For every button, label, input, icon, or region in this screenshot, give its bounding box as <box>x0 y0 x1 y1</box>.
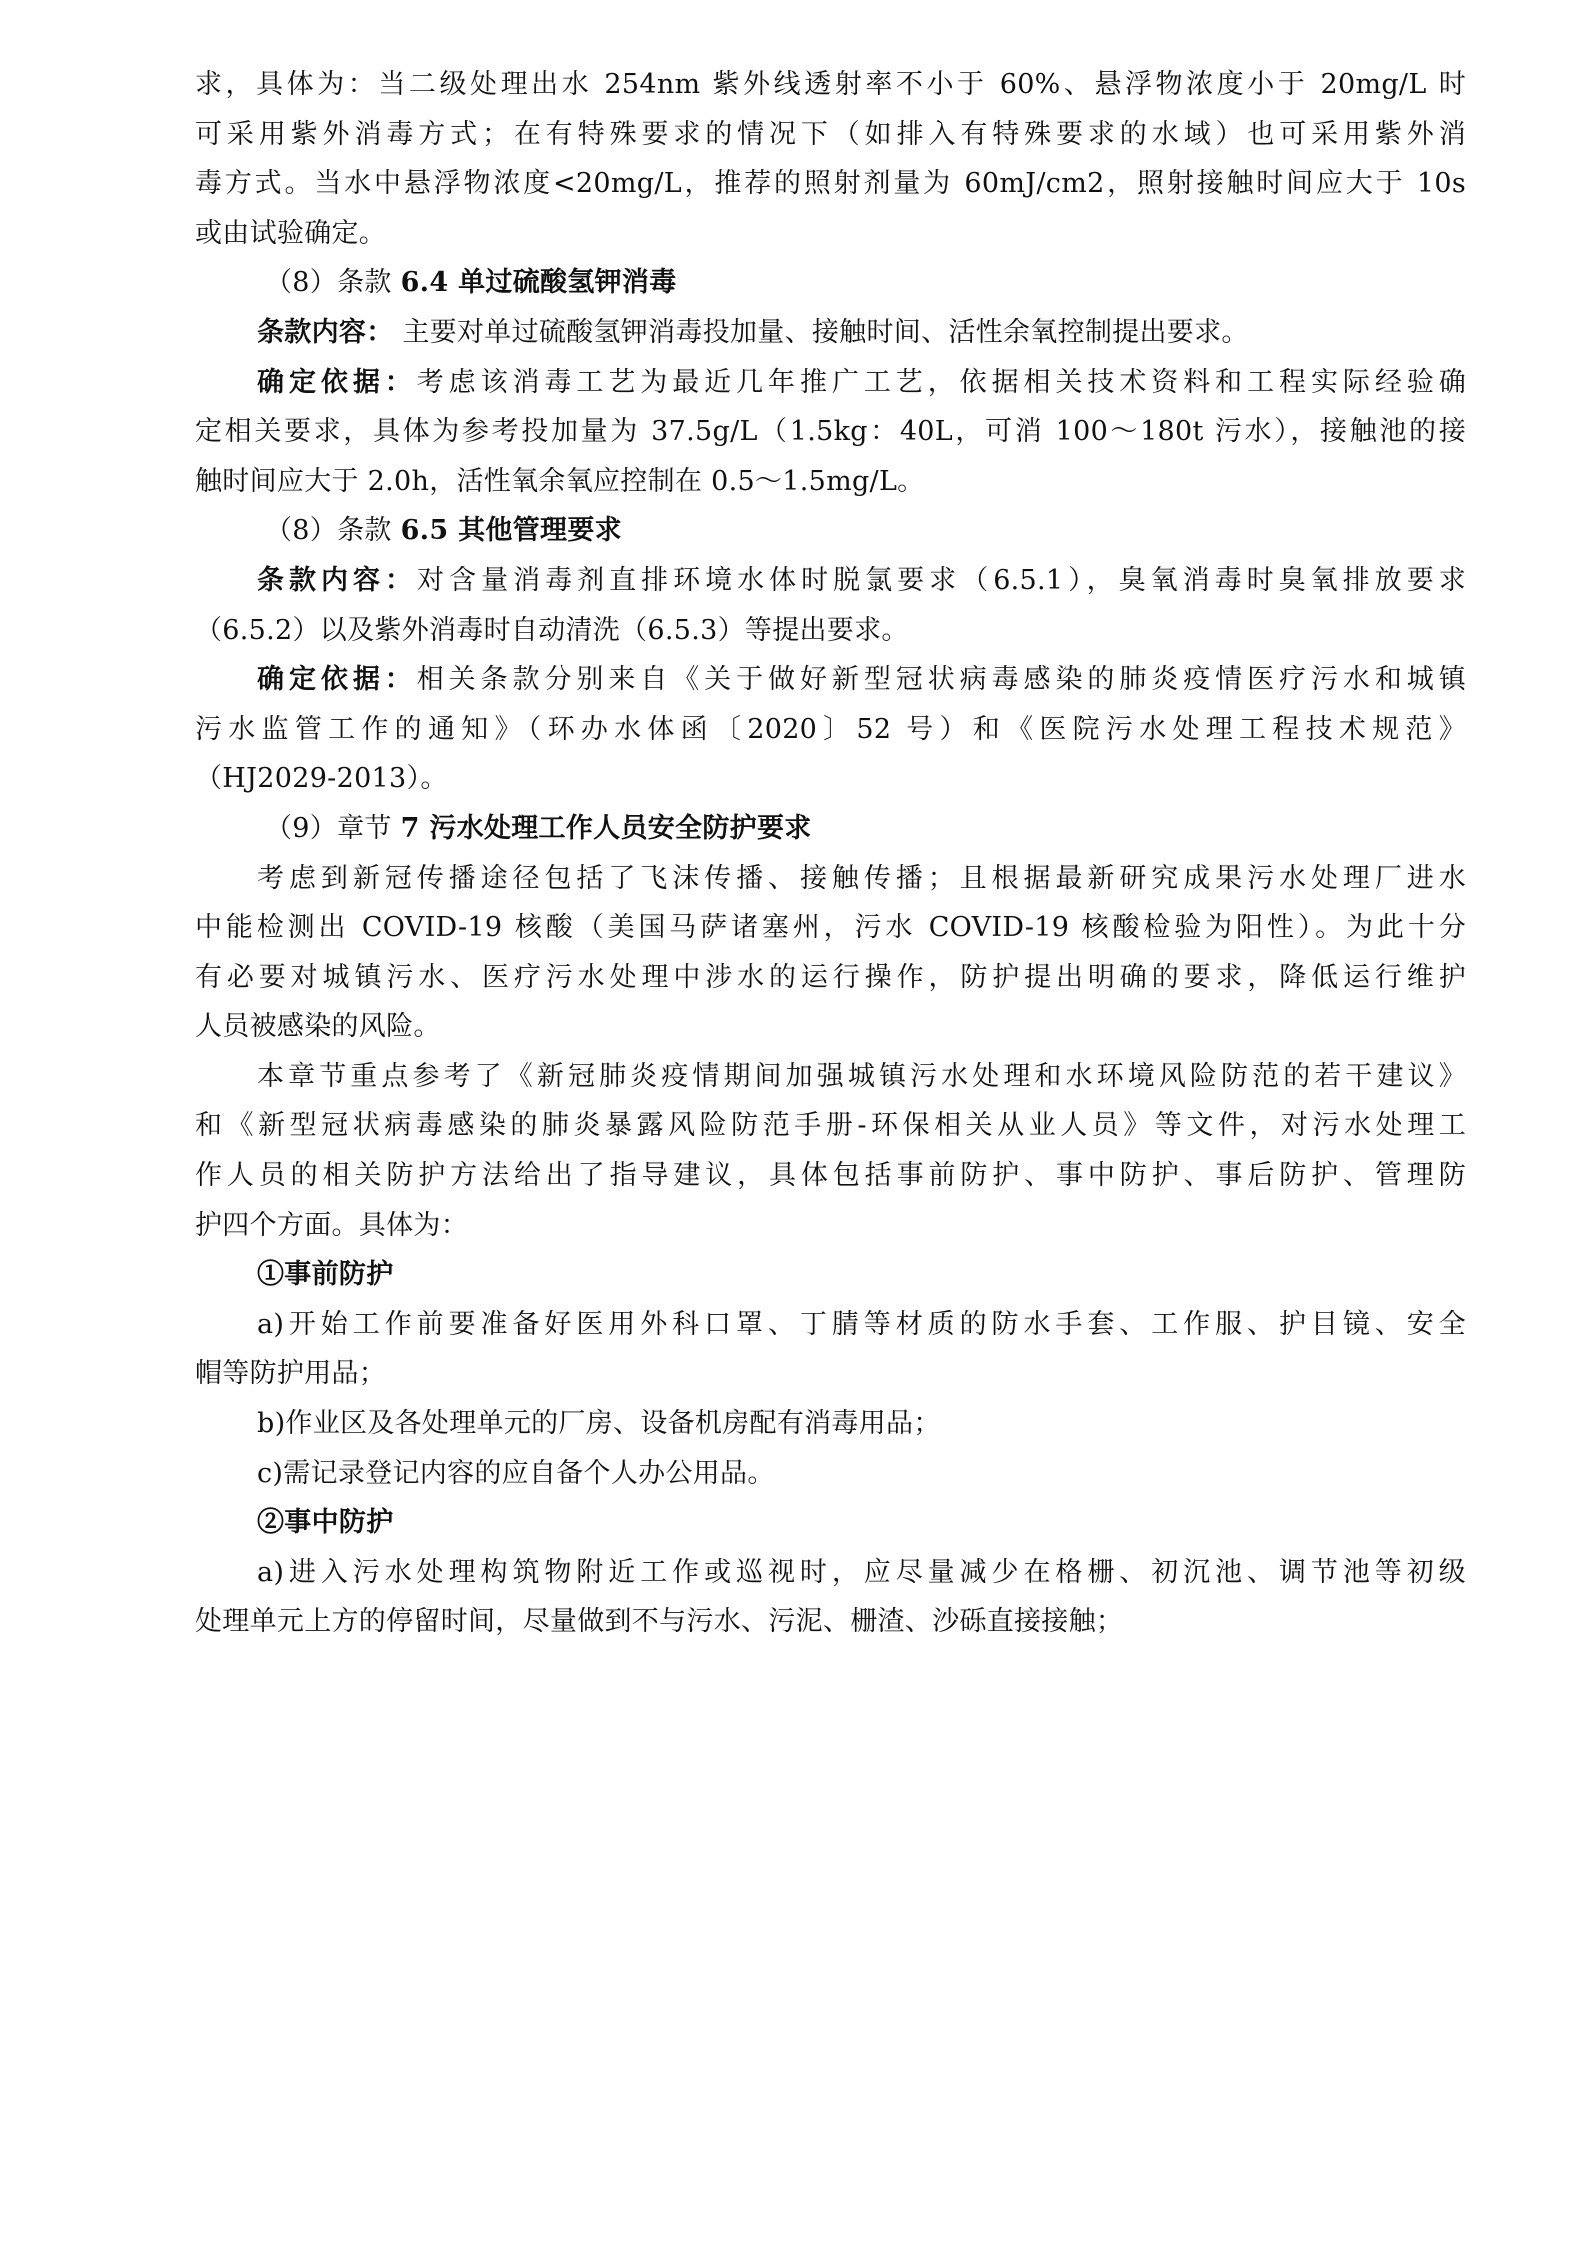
text-line <box>195 308 1466 358</box>
subheading-mid-protection <box>195 1498 1466 1548</box>
text-line: 或由试验确定。 <box>195 217 387 249</box>
text-span: 考虑该消毒工艺为最近几年推广工艺，依据相关技术资料和工程实际经验确 <box>416 366 1467 398</box>
text-line: 和《新型冠状病毒感染的肺炎暴露风险防范手册-环保相关从业人员》等文件，对污水处理工 <box>195 1110 1466 1142</box>
text-line: c)需记录登记内容的应自备个人办公用品。 <box>257 1457 775 1489</box>
text-line: 本章节重点参考了《新冠肺炎疫情期间加强城镇污水处理和水环境风险防范的若干建议》 <box>257 1060 1466 1092</box>
heading-title: 6.4 单过硫酸氢钾消毒 <box>400 267 677 299</box>
paragraph-chapter-7-references <box>195 1052 1466 1250</box>
item-pre-c <box>195 1449 1466 1499</box>
text-line: 帽等防护用品； <box>195 1358 387 1390</box>
text-span: 主要对单过硫酸氢钾消毒投加量、接触时间、活性余氧控制提出要求。 <box>393 316 1249 348</box>
item-pre-b <box>195 1399 1466 1449</box>
text-line: 人员被感染的风险。 <box>195 1011 441 1043</box>
text-line: （HJ2029-2013）。 <box>195 763 448 795</box>
text-span: 对含量消毒剂直排环境水体时脱氯要求（6.5.1），臭氧消毒时臭氧排放要求 <box>417 564 1467 596</box>
text-line: 触时间应大于 2.0h，活性氧余氧应控制在 0.5～1.5mg/L。 <box>195 465 925 497</box>
text-line: 护四个方面。具体为： <box>195 1209 468 1241</box>
paragraph-chapter-7-intro <box>195 854 1466 1052</box>
subheading-pre-protection <box>195 1250 1466 1300</box>
text-line: （6.5.2）以及紫外消毒时自动清洗（6.5.3）等提出要求。 <box>195 614 909 646</box>
text-line: 定相关要求，具体为参考投加量为 37.5g/L（1.5kg：40L，可消 100～180t 污水），接触池的接 <box>195 416 1466 448</box>
text-line: 求，具体为：当二级处理出水 254nm 紫外线透射率不小于 60%、悬浮物浓度小于 20mg/L 时 <box>195 69 1466 100</box>
clause-content-6-4 <box>195 308 1466 358</box>
label-basis: 确定依据： <box>257 366 417 398</box>
heading-prefix: （9）章节 <box>265 812 401 844</box>
text-span: 相关条款分别来自《关于做好新型冠状病毒感染的肺炎疫情医疗污水和城镇 <box>416 664 1467 696</box>
clause-content-6-5 <box>195 556 1466 655</box>
text-line: 中能检测出 COVID-19 核酸（美国马萨诸塞州，污水 COVID-19 核酸检验为阳性）。为此十分 <box>195 912 1466 944</box>
heading-title: 6.5 其他管理要求 <box>400 515 622 547</box>
text-line <box>195 358 1466 408</box>
heading-title: 7 污水处理工作人员安全防护要求 <box>400 812 812 844</box>
clause-heading-6-4 <box>195 258 1466 308</box>
text-line: 考虑到新冠传播途径包括了飞沫传播、接触传播；且根据最新研究成果污水处理厂进水 <box>257 862 1466 894</box>
heading-prefix: （8）条款 <box>265 515 401 547</box>
paragraph-uv-disinfection <box>195 60 1466 258</box>
label-content: 条款内容： <box>257 316 394 348</box>
item-mid-a <box>195 1548 1466 1647</box>
clause-basis-6-4 <box>195 358 1466 507</box>
text-line: 处理单元上方的停留时间，尽量做到不与污水、污泥、栅渣、沙砾直接接触； <box>195 1606 1124 1638</box>
text-line <box>195 556 1466 606</box>
item-pre-a <box>195 1300 1466 1399</box>
text-line <box>195 655 1466 705</box>
text-line: a)进入污水处理构筑物附近工作或巡视时，应尽量减少在格栅、初沉池、调节池等初级 <box>257 1556 1466 1588</box>
text-line: 有必要对城镇污水、医疗污水处理中涉水的运行操作，防护提出明确的要求，降低运行维护 <box>195 961 1466 993</box>
text-line: 可采用紫外消毒方式；在有特殊要求的情况下（如排入有特殊要求的水域）也可采用紫外消 <box>195 118 1466 150</box>
clause-heading-6-5 <box>195 506 1466 556</box>
text-line: 作人员的相关防护方法给出了指导建议，具体包括事前防护、事中防护、事后防护、管理防 <box>195 1160 1466 1192</box>
heading-prefix: （8）条款 <box>265 267 401 299</box>
label-content: 条款内容： <box>257 564 418 596</box>
text-line: 毒方式。当水中悬浮物浓度<20mg/L，推荐的照射剂量为 60mJ/cm2，照射接触时间应大于 10s <box>195 168 1466 200</box>
text-line: 污水监管工作的通知》（环办水体函〔2020〕52 号）和《医院污水处理工程技术规范》 <box>195 713 1466 745</box>
subheading-text: ②事中防护 <box>257 1507 394 1539</box>
chapter-heading-7 <box>195 804 1466 854</box>
text-line: b)作业区及各处理单元的厂房、设备机房配有消毒用品； <box>257 1408 941 1440</box>
clause-basis-6-5 <box>195 655 1466 804</box>
subheading-text: ①事前防护 <box>257 1259 394 1291</box>
text-line: a)开始工作前要准备好医用外科口罩、丁腈等材质的防水手套、工作服、护目镜、安全 <box>257 1308 1466 1340</box>
label-basis: 确定依据： <box>257 664 417 696</box>
